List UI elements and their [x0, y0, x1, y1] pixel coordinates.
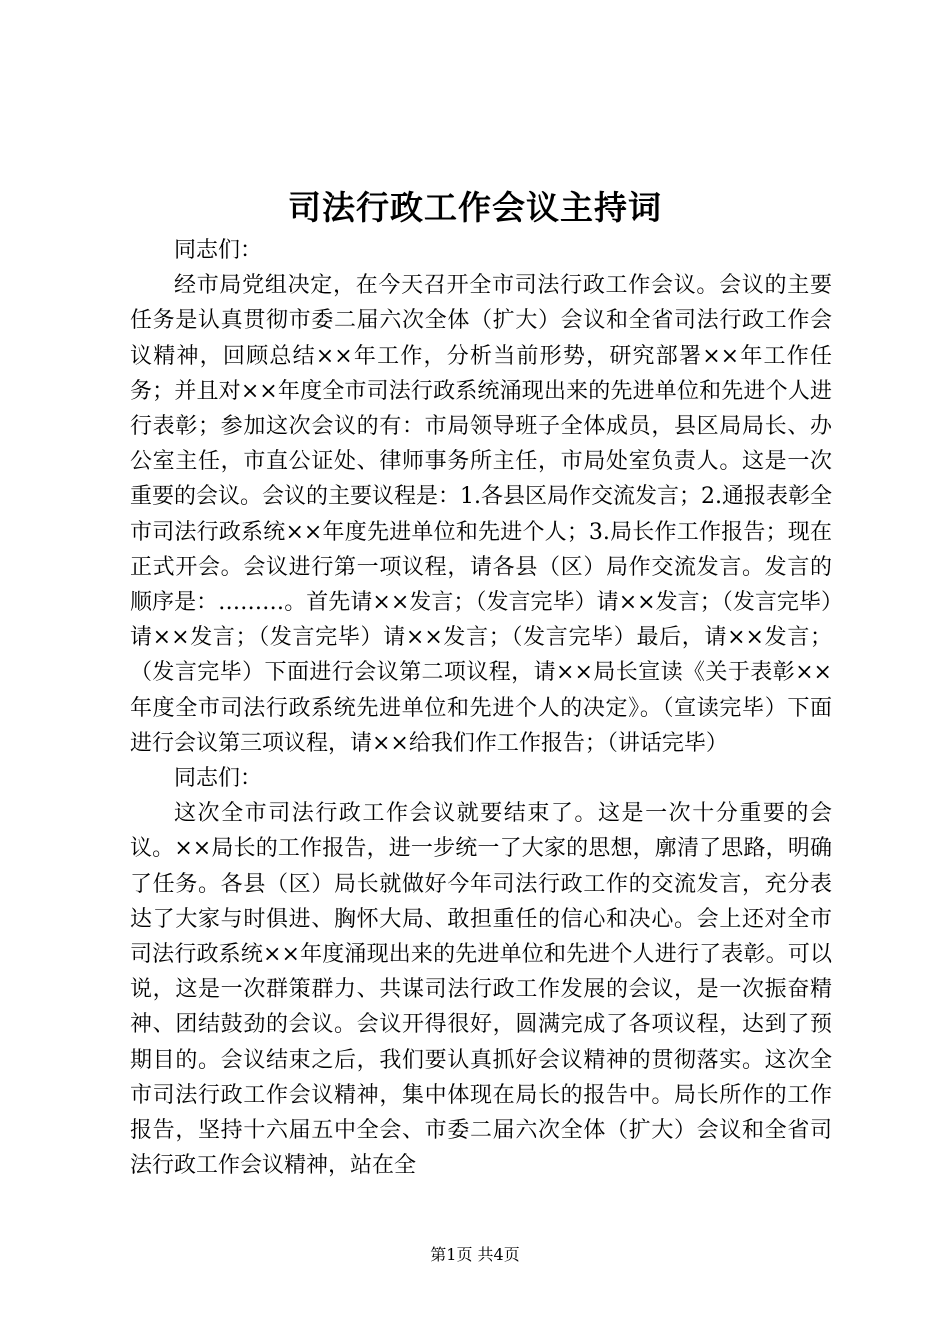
greeting-paragraph: 同志们：: [174, 766, 263, 792]
greeting-paragraph: 同志们：: [174, 238, 263, 263]
document-body: [130, 233, 832, 1183]
body-paragraph: 经市局党组决定，在今天召开全市司法行政工作会议。会议的主要任务是认真贯彻市委二届六次全体（扩大）会议和全省司法行政工作会议精神，回顾总结××年工作，分析当前形势，研究部署××年工作任务；并且对××年度全市司法行政系统涌现出来的先进单位和先进个人进行表彰；参加这次会议的有：市局领导班子全体成员，县区局局长、办公室主任，市直公证处、律师事务所主任，市局处室负责人。这是一次重要的会议。会议的主要议程是：1.各县区局作交流发言；2.通报表彰全市司法行政系统××年度先进单位和先进个人；3.局长作工作报告；现在正式开会。会议进行第一项议程，请各县（区）局作交流发言。发言的顺序是：………。首先请××发言；（发言完毕）请××发言；（发言完毕）请××发言；（发言完毕）请××发言；（发言完毕）最后，请××发言；（发言完毕）下面进行会议第二项议程，请××局长宣读《关于表彰××年度全市司法行政系统先进单位和先进个人的决定》。（宣读完毕）下面进行会议第三项议程，请××给我们作工作报告；（讲话完毕）: [130, 273, 832, 756]
page-footer: 第1页 共4页: [430, 1245, 520, 1264]
document-title: 司法行政工作会议主持词: [288, 188, 662, 227]
body-paragraph: 这次全市司法行政工作会议就要结束了。这是一次十分重要的会议。××局长的工作报告，进一步统一了大家的思想，廓清了思路，明确了任务。各县（区）局长就做好今年司法行政工作的交流发言，充分表达了大家与时俱进、胸怀大局、敢担重任的信心和决心。会上还对全市司法行政系统××年度涌现出来的先进单位和先进个人进行了表彰。可以说，这是一次群策群力、共谋司法行政工作发展的会议，是一次振奋精神、团结鼓劲的会议。会议开得很好，圆满完成了各项议程，达到了预期目的。会议结束之后，我们要认真抓好会议精神的贯彻落实。这次全市司法行政工作会议精神，集中体现在局长的报告中。局长所作的工作报告，坚持十六届五中全会、市委二届六次全体（扩大）会议和全省司法行政工作会议精神，站在全: [130, 801, 832, 1179]
